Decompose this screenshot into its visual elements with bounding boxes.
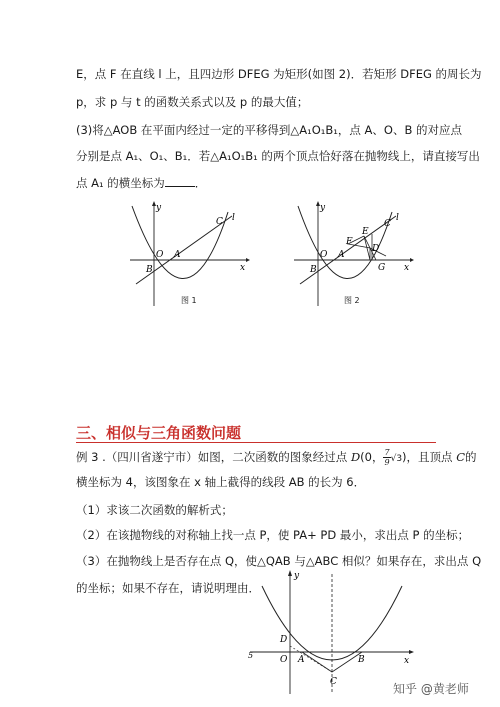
problem-text-line-5	[76, 174, 206, 191]
fig3-five-label: 5	[248, 651, 254, 660]
fig1-caption: 图 1	[181, 296, 197, 305]
fig3-x-label: x	[404, 656, 410, 666]
fig1-O-label: O	[156, 250, 164, 260]
point-D-label: D	[350, 450, 361, 464]
fig1-x-label: x	[240, 263, 246, 273]
fig3-D-label: D	[280, 635, 288, 645]
fig1-l-label: l	[232, 213, 235, 223]
fig3-B-label: B	[358, 655, 365, 665]
answer-period: ．	[194, 176, 207, 190]
fig1-C-label: C	[216, 217, 223, 227]
example-intro: 例 3 .（四川省遂宁市）如图，二次函数的图象经过点	[76, 450, 348, 464]
fig2-O-label: O	[320, 250, 328, 260]
fig2-A-label: A	[338, 250, 345, 260]
fig2-B-label: B	[310, 265, 317, 275]
fraction	[383, 448, 390, 467]
fig2-y-label: y	[320, 203, 326, 213]
fraction-denominator: 9	[384, 458, 390, 467]
fig2-E-label: E	[362, 227, 369, 237]
answer-blank	[165, 174, 195, 187]
fig1-y-label: y	[156, 203, 162, 213]
fig2-l-label: l	[396, 213, 399, 223]
fraction-numerator: 7	[384, 448, 390, 457]
answer-prompt: 点 A₁ 的横坐标为	[76, 176, 165, 190]
fig3-O-label: O	[280, 655, 288, 665]
fig2-C-label: C	[384, 219, 391, 229]
fig2-F-label: F	[346, 237, 353, 247]
section-title: 三、相似与三角函数问题	[76, 424, 242, 442]
fig2-D-label: D	[372, 244, 380, 254]
section-divider	[76, 442, 436, 443]
point-C-label: C	[456, 450, 466, 464]
example-line-2: 横坐标为 4，该图象在 x 轴上截得的线段 AB 的长为 6．	[76, 475, 366, 489]
problem-text-line-4: 分别是点 A₁、O₁、B₁．若△A₁O₁B₁ 的两个顶点恰好落在抛物线上，请直接写出	[76, 149, 480, 163]
example-line-1	[76, 446, 477, 470]
coord-close: )，且顶点	[402, 450, 453, 464]
sqrt-value: √3	[390, 454, 403, 464]
fig2-caption: 图 2	[344, 296, 360, 305]
fig1-A-label: A	[174, 250, 181, 260]
problem-text-line-3: (3)将△AOB 在平面内经过一定的平移得到△A₁O₁B₁，点 A、O、B 的对应点	[76, 123, 462, 137]
question-2: （2）在该抛物线的对称轴上找一点 P，使 PA+ PD 最小，求出点 P 的坐标；	[76, 528, 470, 542]
question-1: （1）求该二次函数的解析式；	[76, 503, 233, 517]
question-3-line-1: （3）在抛物线上是否存在点 Q，使△QAB 与△ABC 相似？如果存在，求出点 Q	[76, 554, 482, 568]
fig3-A-label: A	[298, 655, 305, 665]
watermark: 知乎 @黄老师	[393, 682, 469, 696]
figure-3	[246, 566, 416, 696]
problem-text-line-1: E，点 F 在直线 l 上，且四边形 DFEG 为矩形(如图 2)．若矩形 DFEG 的周长为	[76, 67, 482, 81]
fig3-C-label: C	[330, 677, 337, 687]
fig2-x-label: x	[404, 263, 410, 273]
example-line-1-end: 的	[465, 450, 477, 464]
coord-open: (0，	[360, 450, 384, 464]
fig1-B-label: B	[146, 265, 153, 275]
question-3-line-2: 的坐标；如果不存在，请说明理由．	[76, 581, 260, 595]
fig3-y-label: y	[294, 571, 300, 581]
fig2-G-label: G	[378, 263, 386, 273]
problem-text-line-2: p，求 p 与 t 的函数关系式以及 p 的最大值；	[76, 95, 309, 109]
